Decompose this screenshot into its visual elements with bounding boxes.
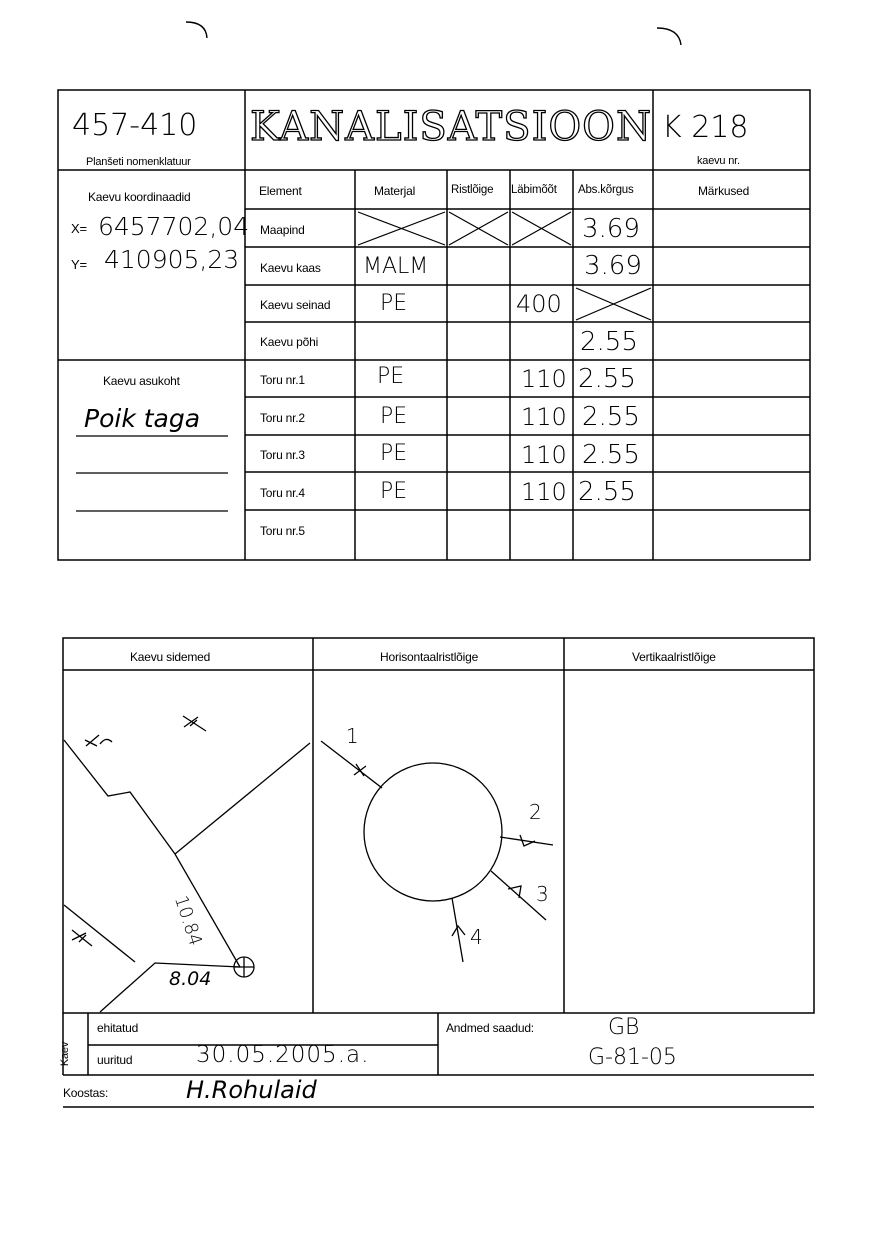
row-elevation: 3.69: [584, 251, 642, 281]
vertical-section-header: Vertikaalristlõige: [632, 650, 716, 664]
header-material: Materjal: [374, 184, 416, 198]
row-material: PE: [380, 291, 408, 316]
row-element: Toru nr.3: [260, 448, 305, 462]
row-elevation: 2.55: [578, 364, 636, 394]
row-diameter: 110: [521, 403, 567, 431]
ties-header: Kaevu sidemed: [130, 650, 211, 664]
row-element: Kaevu seinad: [260, 298, 331, 312]
data-received-label: Andmed saadud:: [446, 1021, 534, 1035]
header-diameter: Läbimõõt: [511, 184, 557, 196]
row-elevation: 2.55: [582, 440, 640, 470]
tie-label-h-bottom: [70, 928, 84, 949]
x-prefix: X=: [71, 221, 87, 236]
pipe-label-3: 3: [536, 882, 549, 906]
location-value: Poik taga: [84, 404, 201, 433]
built-label: ehitatud: [97, 1021, 139, 1035]
header-notes: Märkused: [698, 184, 750, 198]
header-element: Element: [259, 184, 302, 198]
sheet-nomenclature-label: Planšeti nomenklatuur: [86, 156, 191, 168]
row-diameter: 110: [521, 365, 567, 393]
row-diameter: 400: [516, 290, 562, 318]
well-side-label: Kaev: [59, 1041, 72, 1067]
row-element: Kaevu põhi: [260, 335, 319, 349]
row-elevation: 2.55: [580, 327, 638, 357]
horizontal-section-header: Horisontaalristlõige: [380, 650, 479, 664]
bottom-form-grid: [0, 600, 874, 1120]
row-element: Kaevu kaas: [260, 261, 321, 275]
header-cross-section: Ristlõige: [451, 184, 494, 196]
row-element: Toru nr.1: [260, 373, 305, 387]
pipe-label-1: 1: [346, 724, 359, 748]
row-diameter: 110: [521, 441, 567, 469]
pipe-label-4: 4: [470, 925, 483, 949]
well-number-label: kaevu nr.: [697, 155, 740, 167]
row-material: MALM: [363, 254, 429, 279]
location-label: Kaevu asukoht: [103, 374, 180, 388]
row-material: PE: [377, 364, 405, 389]
row-element: Toru nr.2: [260, 411, 305, 425]
horizontal-section-sketch: [321, 741, 553, 962]
tie-distance-804: 8.04: [169, 968, 212, 990]
pipe-label-2: 2: [529, 800, 542, 824]
well-number-value: K 218: [662, 110, 749, 145]
tie-label-h-top: [184, 706, 198, 727]
y-prefix: Y=: [71, 257, 87, 272]
y-coordinate-value: 410905,23: [104, 245, 240, 274]
row-material: PE: [380, 479, 408, 504]
row-element: Toru nr.5: [260, 524, 305, 538]
row-material: PE: [380, 441, 408, 466]
coordinates-label: Kaevu koordinaadid: [88, 190, 191, 204]
row-elevation: 2.55: [582, 402, 640, 432]
page-title: KANALISATSIOON: [250, 104, 652, 150]
row-elevation: 3.69: [582, 214, 640, 244]
header-elevation: Abs.kõrgus: [578, 184, 634, 196]
sheet-nomenclature-value: 457-410: [72, 108, 198, 143]
surveyed-date: 30.05.2005.a.: [196, 1042, 370, 1068]
x-coordinate-value: 6457702,04: [98, 212, 250, 241]
row-material: PE: [380, 404, 408, 429]
row-diameter: 110: [521, 478, 567, 506]
tie-label-1a: [84, 728, 106, 749]
row-element: Toru nr.4: [260, 486, 305, 500]
surveyed-label: uuritud: [97, 1053, 133, 1067]
row-elevation: 2.55: [578, 477, 636, 507]
top-form-grid: [0, 0, 874, 600]
data-received-value-2: G-81-05: [588, 1045, 677, 1070]
compiled-by-label: Koostas:: [63, 1086, 109, 1100]
data-received-value-1: GB: [608, 1015, 640, 1040]
tie-distance-1084: 10.84: [170, 893, 206, 949]
compiled-by-value: H.Rohulaid: [186, 1076, 317, 1104]
row-element: Maapind: [260, 223, 305, 237]
